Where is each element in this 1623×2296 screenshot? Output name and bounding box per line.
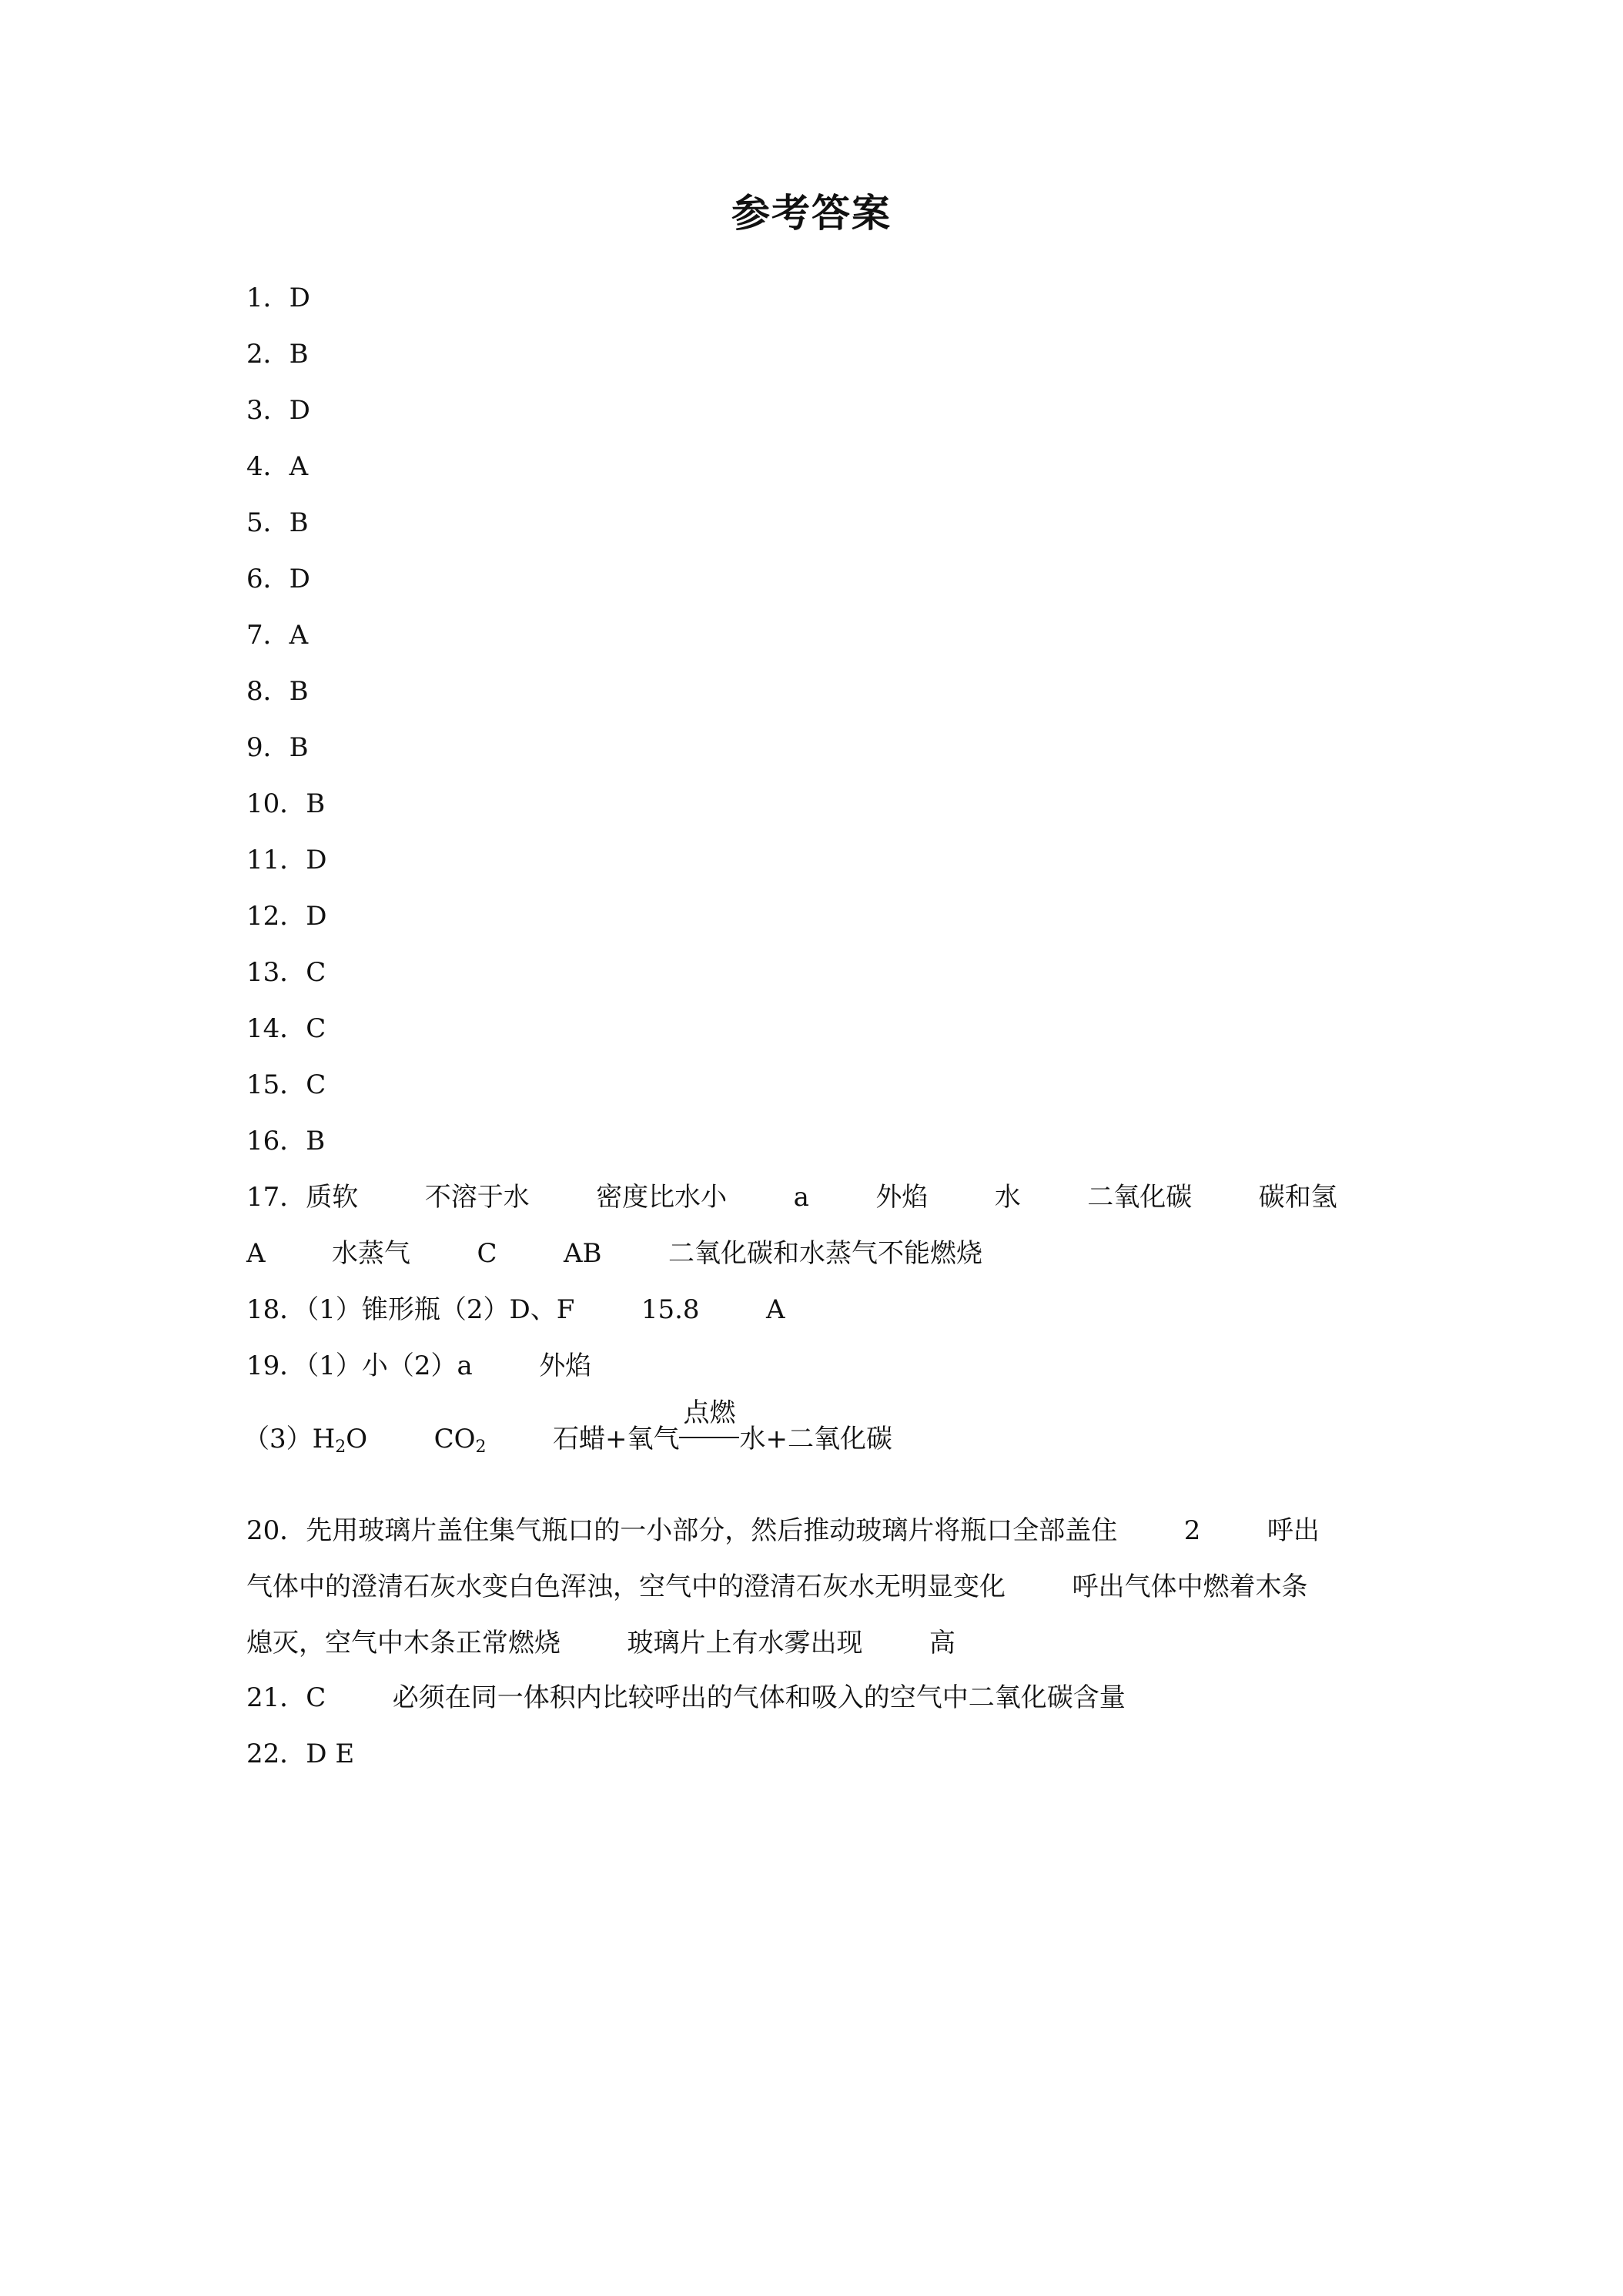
answer-17-line1: 17．质软 不溶于水 密度比水小 a 外焰 水 二氧化碳 碳和氢 [246, 1182, 1337, 1213]
answer-item: 5．B [246, 507, 309, 538]
answer-item: 9．B [246, 732, 309, 763]
answer-item: 8．B [246, 676, 309, 707]
answer-item: 6．D [246, 564, 310, 594]
answer-item: 4．A [246, 451, 309, 482]
answer-21: 21．C 必须在同一体积内比较呼出的气体和吸入的空气中二氧化碳含量 [246, 1682, 1126, 1713]
equation-left: 石蜡+氧气 [486, 1424, 680, 1454]
answer-item: 12．D [246, 901, 327, 932]
answer-item: 16．B [246, 1126, 326, 1156]
answer-item: 1．D [246, 283, 310, 313]
answer-20 [246, 1503, 1386, 1672]
answer-22: 22．D E [246, 1739, 355, 1769]
answer-item: 3．D [246, 395, 310, 426]
co2-subscript: 2 [475, 1438, 487, 1457]
page-title: 参考答案 [731, 191, 892, 236]
answer-item: 11．D [246, 845, 327, 875]
answer-item: 10．B [246, 788, 326, 819]
reaction-arrow-line [679, 1437, 739, 1438]
answer-19-line1: 19．（1）小（2）a 外焰 [246, 1350, 592, 1381]
answer-item: 15．C [246, 1069, 326, 1100]
answer-item: 7．A [246, 620, 309, 651]
co2-label: O CO [346, 1424, 476, 1454]
equation-right: 水+二氧化碳 [739, 1424, 892, 1454]
answer-20-row1: 20．先用玻璃片盖住集气瓶口的一小部分，然后推动玻璃片将瓶口全部盖住 2 呼出 [246, 1515, 1320, 1546]
answer-item: 13．C [246, 957, 326, 988]
answer-19-part3 [243, 1397, 892, 1457]
answer-17-line2: A 水蒸气 C AB 二氧化碳和水蒸气不能燃烧 [246, 1238, 982, 1269]
answer-item: 14．C [246, 1013, 326, 1044]
h2o-subscript: 2 [335, 1438, 346, 1457]
reaction-condition-label: 点燃 [683, 1397, 736, 1428]
answer-item: 2．B [246, 339, 309, 370]
part3-label: （3）H [243, 1424, 336, 1454]
answer-20-row3: 熄灭，空气中木条正常燃烧 玻璃片上有水雾出现 高 [246, 1628, 955, 1658]
answer-20-row2: 气体中的澄清石灰水变白色浑浊，空气中的澄清石灰水无明显变化 呼出气体中燃着木条 [246, 1571, 1308, 1602]
reaction-condition [679, 1397, 739, 1452]
answer-18: 18．（1）锥形瓶（2）D、F 15.8 A [246, 1294, 785, 1325]
